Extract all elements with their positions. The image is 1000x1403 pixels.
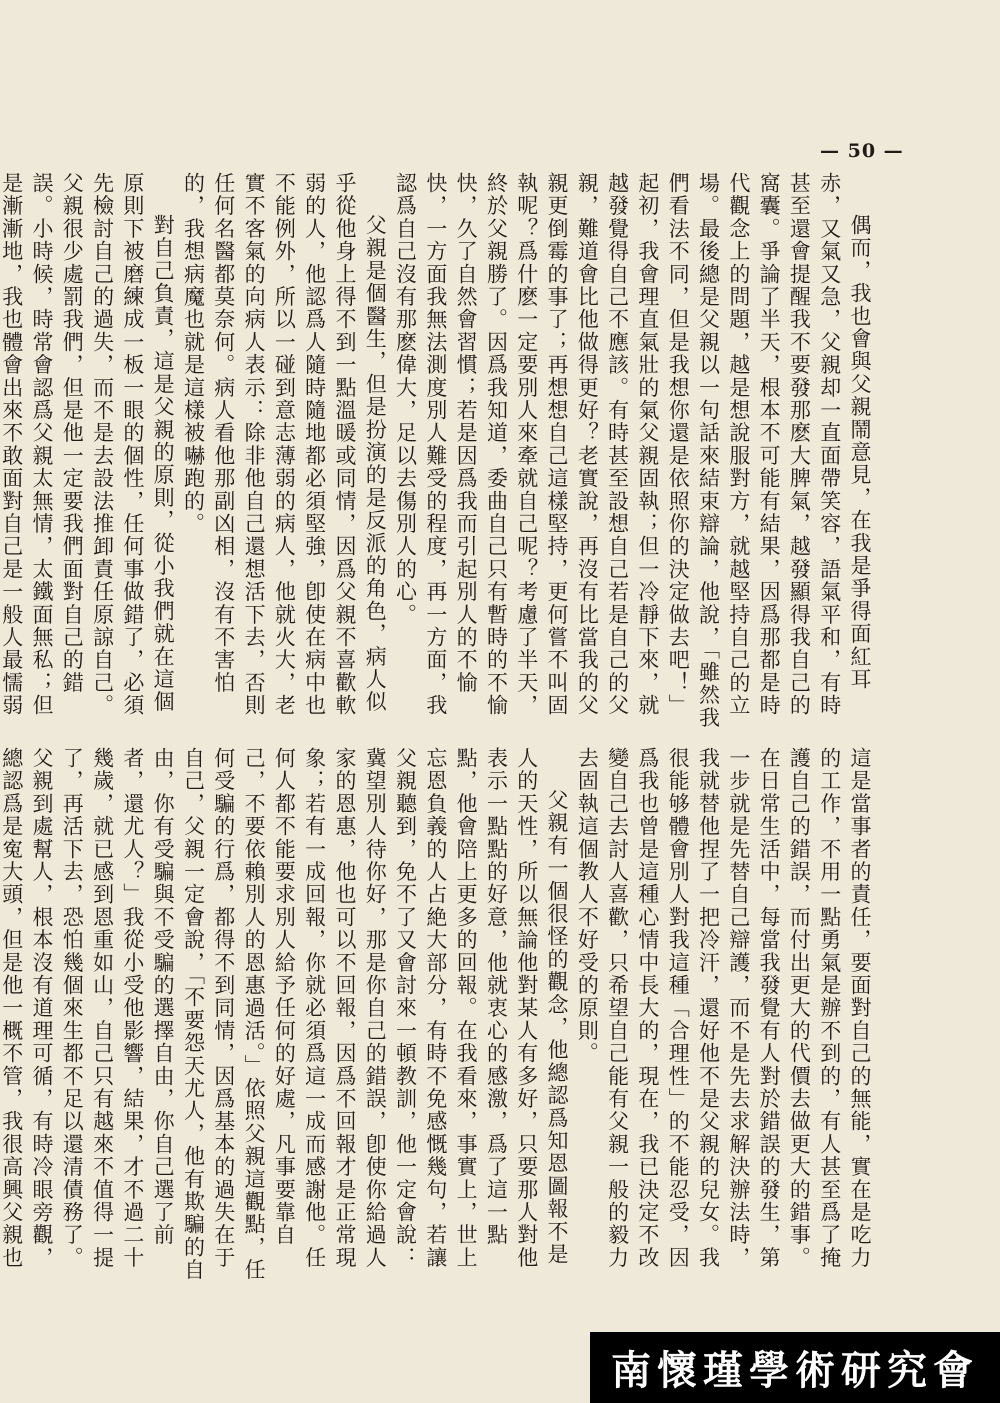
paragraph: 父親有一個很怪的觀念，他總認爲知恩圖報不是人的天性，所以無論他對某人有多好，只要那人對他表示一點點的好意，他就衷心的感激，爲了這一點點，他會陪上更多的回報。在我看來，事實上，世上忘恩負義的人占絶大部分，有時不免感慨幾句，若讓父親聽到，免不了又會討來一頓教訓，他一定會說：冀望別人待你好，那是你自己的錯誤，卽使你給過人家的恩惠，他也可以不回報，因爲不回報才是正常現象；若有一成回報，你就必須爲這一成而感謝他。任何人都不能要求別人給予任何的好處，凡事要靠自己，不要依賴別人的恩惠過活。」依照父親這觀點，任何受騙的行爲，都得不到同情，因爲基本的過失在于自己，父親一定會說，「不要怨天尤人，他有欺騙的自由，你有受騙與不受騙的選擇自由，你自己選了前者，還尤人？」我從小受他影響，結果，才不過二十幾歲，就已感到恩重如山，自己只有越來不值得一提了，再活下去，恐怕幾個來生都不足以還清債務了。父親到處幫人，根本沒有道理可循，有時冷眼旁觀，總認爲是寃大頭，但是他一概不管，我很高興父親也 [0, 747, 570, 1282]
paragraph: 父親是個醫生，但是扮演的是反派的角色，病人似乎從他身上得不到一點溫暖或同情，因爲父親不喜歡軟弱的人，他認爲人隨時隨地都必須堅強，卽使在病中也不能例外，所以一碰到意志薄弱的病人，他就火大，老實不客氣的向病人表示：除非他自己還想活下去，否則任何名醫都莫奈何。病人看他那副凶相，沒有不害怕的，我想病魔也就是這樣被嚇跑的。 [181, 172, 388, 717]
lower-text-block [0, 747, 875, 1287]
paragraph: 偶而，我也會與父親鬧意見，在我是爭得面紅耳赤，又氣又急，父親却一直面帶笑容，語氣平和，有時甚至還會提醒我不要發那麽大脾氣，越發顯得我自己的窩囊。爭論了半天，根本不可能有結果，因爲那都是時代觀念上的問題，越是想說服對方，就越堅持自己的立場。最後總是父親以一句話來結束辯論，他說，「雖然我們看法不同，但是我想你還是依照你的決定做去吧！」起初，我會理直氣壯的氣父親固執；但一冷靜下來，就越發覺得自己不應該。有時甚至設想自己若是自己的父親，難道會比他做得更好？老實說，再沒有比當我的父親更倒霉的事了；再想想自己這樣堅持，更何嘗不叫固執呢？爲什麽一定要別人來牽就自己呢？考慮了半天，終於父親勝了。因爲我知道，委曲自己只有暫時的不愉快，久了自然會習慣；若是因爲我而引起別人的不愉快，一方面我無法測度別人難受的程度，再一方面，我認爲自己沒有那麽偉大，足以去傷別人的心。 [393, 172, 872, 729]
banner-text: 南懷瑾學術研究會 [611, 1347, 979, 1394]
paragraph: 這是當事者的責任，要面對自己的無能，實在是吃力的工作，不用一點勇氣是辦不到的，有人甚至爲了掩護自己的錯誤，而付出更大的代價去做更大的錯事。在日常生活中，每當我發覺有人對於錯誤的發生，第一步就是先替自己辯護，而不是先去求解決辦法時，我就替他捏了一把冷汗，還好他不是父親的兒女。我很能够體會別人對我這種「合理性」的不能忍受，因爲我也曾是這種心情中長大的，現在，我已決定不改變自己去討人喜歡，只希望自己能有父親一般的毅力去固執這個教人不好受的原則。 [575, 747, 872, 1270]
watermark-banner [590, 1332, 1000, 1403]
upper-text-block [0, 172, 875, 732]
page-number: — 50 — [820, 140, 904, 162]
paragraph: 對自己負責，這是父親的原則，從小我們就在這個原則下被磨練成一板一眼的個性，任何事做錯了，必須先檢討自己的過失，而不是去設法推卸責任原諒自己。父親很少處罰我們，但是他一定要我們面對自己的錯誤。小時候，時常會認爲父親太無情，太鐵面無私；但是漸漸地，我也體會出來不敢面對自己是一般人最懦弱 [0, 172, 176, 717]
